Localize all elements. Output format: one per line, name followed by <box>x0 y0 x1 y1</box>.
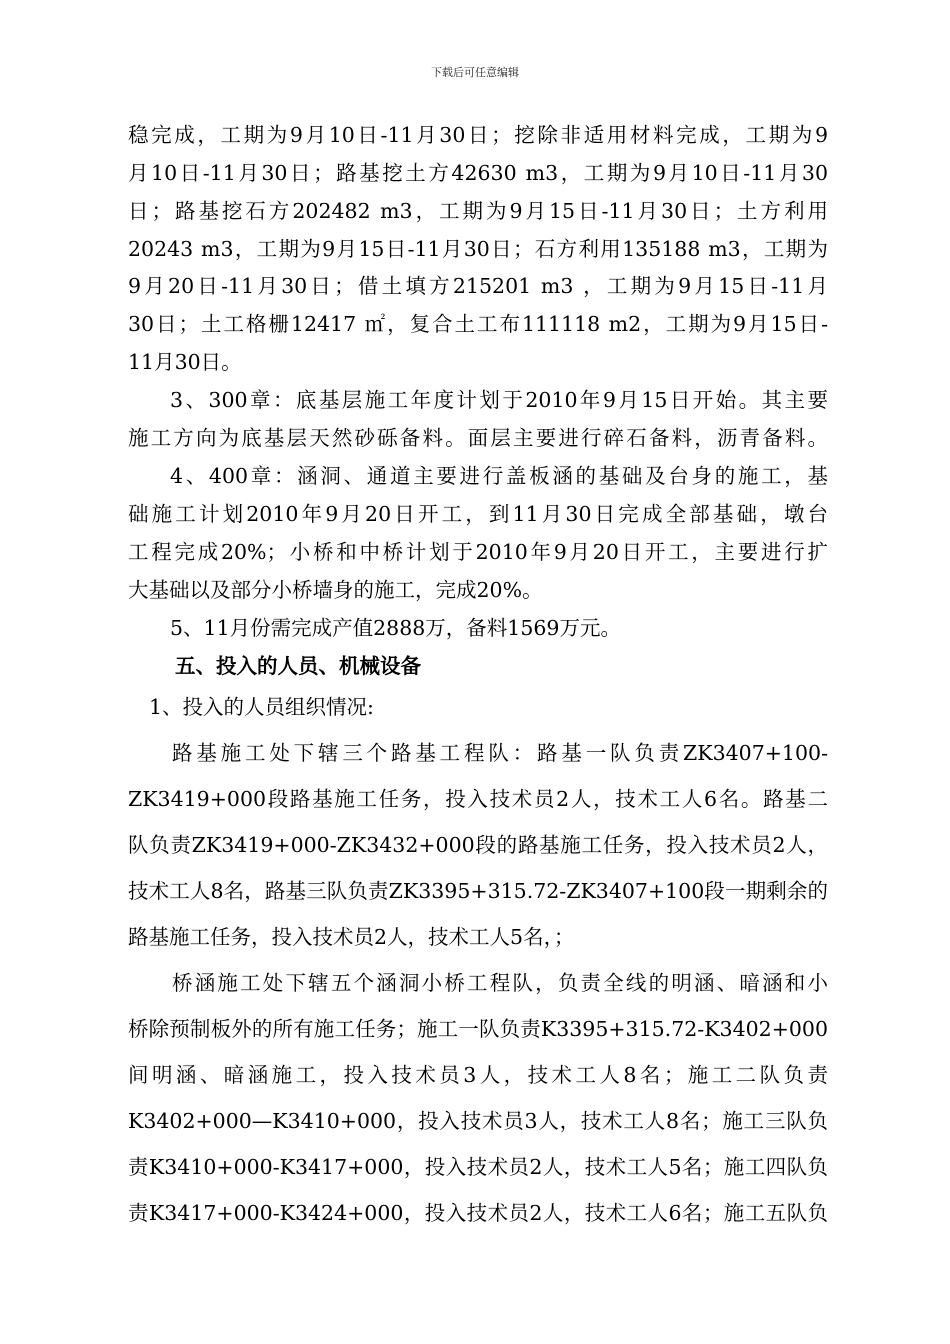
text-line: 队负责ZK3419+000-ZK3432+000段的路基施工任务，投入技术员2人， <box>128 833 828 857</box>
text-line: K3402+000—K3410+000，投入技术员3人，技术工人8名；施工三队负 <box>128 1109 828 1133</box>
paragraph-first-line: 桥涵施工处下辖五个涵洞小桥工程队，负责全线的明涵、暗涵和小 <box>172 971 828 995</box>
section-heading: 五、投入的人员、机械设备 <box>175 654 421 678</box>
text-line: 桥除预制板外的所有施工任务；施工一队负责K3395+315.72-K3402+000 <box>128 1017 828 1041</box>
text-line: 大基础以及部分小桥墙身的施工，完成20%。 <box>128 578 543 602</box>
text-line: 础施工计划2010年9月20日开工，到11月30日完成全部基础，墩台 <box>128 502 828 526</box>
subsection-heading: 1、投入的人员组织情况: <box>149 695 374 719</box>
text-line: 11月30日。 <box>128 350 242 374</box>
text-line: 稳完成，工期为9月10日-11月30日；挖除非适用材料完成，工期为9 <box>128 123 828 147</box>
text-line: 20243 m3，工期为9月15日-11月30日；石方利用135188 m3，工期为 <box>128 237 828 261</box>
text-line: 9月20日-11月30日；借土填方215201 m3 ，工期为9月15日-11月 <box>128 274 828 298</box>
page-header: 下载后可任意编辑 <box>431 66 519 79</box>
paragraph-first-line: 5、11月份需完成产值2888万，备料1569万元。 <box>170 616 621 640</box>
paragraph-first-line: 路基施工处下辖三个路基工程队：路基一队负责ZK3407+100- <box>172 741 828 765</box>
text-line: 路基施工任务，投入技术员2人，技术工人5名，； <box>128 925 575 949</box>
text-line: 施工方向为底基层天然砂砾备料。面层主要进行碎石备料，沥青备料。 <box>128 426 828 450</box>
text-line: 30日；土工格栅12417 ㎡，复合土工布111118 m2，工期为9月15日- <box>128 312 828 336</box>
text-line: 责K3417+000-K3424+000，投入技术员2人，技术工人6名；施工五队负 <box>128 1201 828 1225</box>
paragraph-first-line: 3、300章：底基层施工年度计划于2010年9月15日开始。其主要 <box>170 388 828 412</box>
paragraph-first-line: 4、400章：涵洞、通道主要进行盖板涵的基础及台身的施工，基 <box>170 464 828 488</box>
text-line: 责K3410+000-K3417+000，投入技术员2人，技术工人5名；施工四队负 <box>128 1155 828 1179</box>
text-line: ZK3419+000段路基施工任务，投入技术员2人，技术工人6名。路基二 <box>128 787 828 811</box>
text-line: 间明涵、暗涵施工，投入技术员3人，技术工人8名；施工二队负责 <box>128 1063 828 1087</box>
text-line: 月10日-11月30日；路基挖土方42630 m3，工期为9月10日-11月30 <box>128 161 828 185</box>
text-line: 技术工人8名，路基三队负责ZK3395+315.72-ZK3407+100段一期剩余的 <box>128 879 828 903</box>
text-line: 工程完成20%；小桥和中桥计划于2010年9月20日开工，主要进行扩 <box>128 540 828 564</box>
text-line: 日；路基挖石方202482 m3，工期为9月15日-11月30日；土方利用 <box>128 199 828 223</box>
